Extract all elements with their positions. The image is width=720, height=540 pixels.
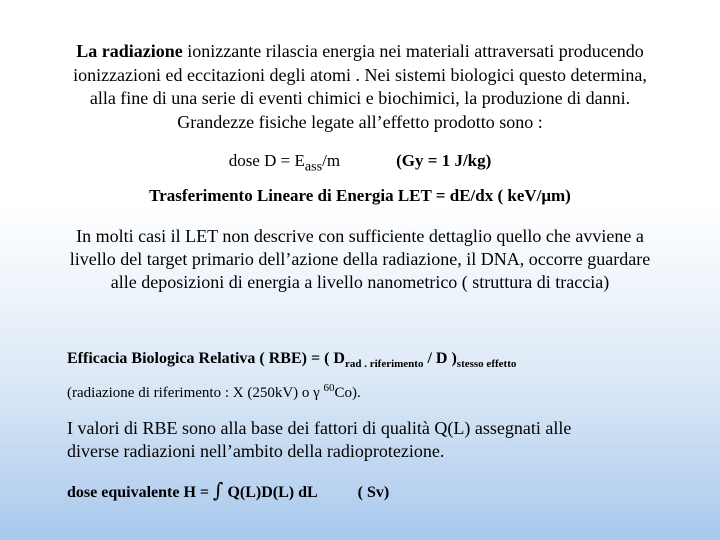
rbe-formula xyxy=(67,350,516,370)
rbe-middle: / D ) xyxy=(423,350,457,367)
dose-subscript: ass xyxy=(304,158,323,175)
quality-factor-paragraph xyxy=(67,417,571,463)
dose-unit: (Gy = 1 J/kg) xyxy=(396,151,492,170)
dose-prefix: dose D = E xyxy=(228,151,305,170)
quality-line-2: diverse radiazioni nell’ambito della radioprotezione. xyxy=(67,441,445,461)
intro-line-1-rest: ionizzante rilascia energia nei materiali attraversati producendo xyxy=(182,41,644,61)
reference-superscript: 60 xyxy=(323,382,335,394)
let-note-paragraph xyxy=(0,225,720,294)
intro-line-4: Grandezze fisiche legate all’effetto prodotto sono : xyxy=(177,111,543,132)
equivalent-unit: ( Sv) xyxy=(357,484,390,501)
let-formula: Trasferimento Lineare di Energia LET = dE/dx ( keV/μm) xyxy=(149,186,571,205)
let-note-line-3: alle deposizioni di energia a livello nanometrico ( struttura di traccia) xyxy=(110,272,610,292)
dose-formula xyxy=(0,151,720,175)
equivalent-dose-formula xyxy=(67,478,389,502)
reference-prefix: (radiazione di riferimento : X (250kV) o γ xyxy=(67,385,324,401)
rbe-subscript-reference: rad . riferimento xyxy=(344,358,424,370)
rbe-subscript-same-effect: stesso effetto xyxy=(456,358,517,370)
intro-line-1 xyxy=(0,40,720,64)
equivalent-formula: Q(L)D(L) dL xyxy=(223,484,318,501)
dose-suffix: /m xyxy=(322,151,341,170)
reference-radiation-note xyxy=(67,382,361,402)
intro-paragraph xyxy=(0,40,720,134)
let-note-line-2: livello del target primario dell’azione della radiazione, il DNA, occorre guardare xyxy=(69,249,651,269)
reference-suffix: Co). xyxy=(334,385,361,401)
intro-bold-lead: La radiazione xyxy=(76,41,183,61)
intro-line-2: ionizzazioni ed eccitazioni degli atomi . Nei sistemi biologici questo determina, xyxy=(73,64,647,85)
equivalent-prefix: dose equivalente H = xyxy=(67,484,214,501)
rbe-prefix: Efficacia Biologica Relativa ( RBE) = ( D xyxy=(67,350,345,367)
integral-symbol: ∫ xyxy=(213,478,224,502)
intro-line-3: alla fine di una serie di eventi chimici e biochimici, la produzione di danni. xyxy=(89,88,631,108)
let-note-line-1: In molti casi il LET non descrive con sufficiente dettaglio quello che avviene a xyxy=(76,226,644,246)
quality-line-1: I valori di RBE sono alla base dei fattori di qualità Q(L) assegnati alle xyxy=(67,418,572,438)
